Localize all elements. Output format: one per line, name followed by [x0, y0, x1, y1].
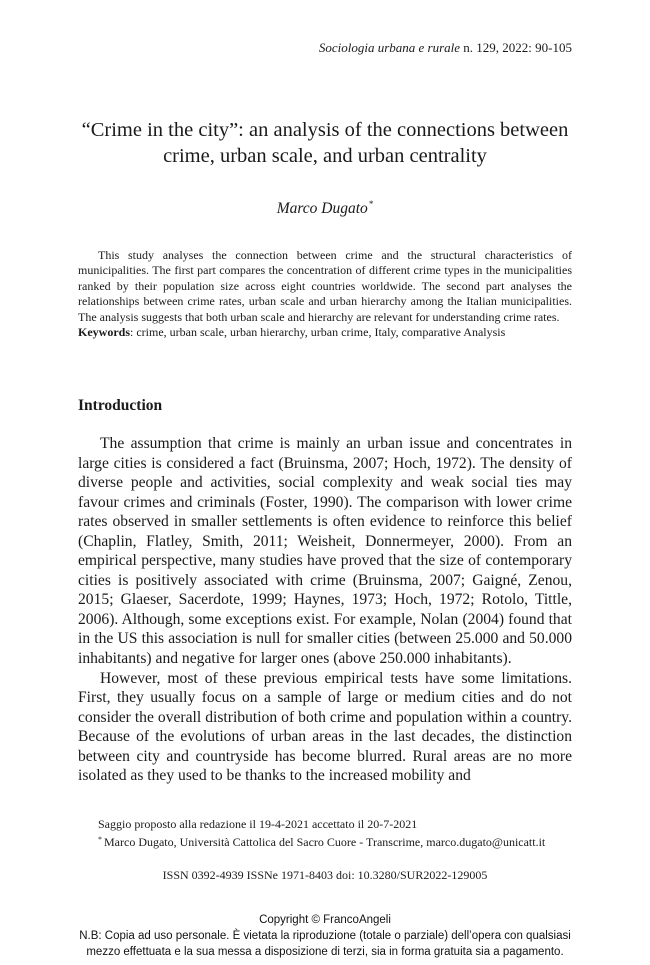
body-paragraph-1: The assumption that crime is mainly an urban issue and concentrates in large cities is considered a fact (Bruinsma, 2007; Hoch, 1972). The density of diverse people and activities, social complexity and weak social ties may favour crimes and criminals (Foster, 1990). The comparison with lower crime rates observed in smaller settlements is often evidence to reinforce this belief (Chaplin, Flatley, Smith, 2011; Weisheit, Donnermeyer, 2000). From an empirical perspective, many studies have proved that the size of contemporary cities is positively associated with crime (Bruinsma, 2007; Gaigné, Zenou, 2015; Glaeser, Sacerdote, 1999; Haynes, 1973; Hoch, 1972; Rotolo, Tittle, 2006). Although, some exceptions exist. For example, Nolan (2004) found that in the US this association is null for smaller cities (between 25.000 and 50.000 inhabitants) and negative for larger ones (above 250.000 inhabitants). [78, 435, 572, 668]
issn-line: ISSN 0392-4939 ISSNe 1971-8403 doi: 10.3280/SUR2022-129005 [162, 868, 488, 882]
copyright-line-3: mezzo effettuata e la sua messa a disposizione di terzi, sia in forma gratuita sia a pagamento. [86, 946, 564, 958]
keywords-line [78, 325, 572, 340]
copyright-notice [0, 912, 650, 960]
title-line-1: “Crime in the city”: an analysis of the connections between [81, 119, 569, 141]
affiliation-mark: * [98, 835, 102, 844]
journal-issue: n. 129, 2022: 90-105 [460, 40, 572, 55]
affiliation-note [98, 832, 598, 850]
section-body [78, 434, 572, 786]
author-footnote-mark: * [368, 199, 374, 209]
copyright-line-2: N.B: Copia ad uso personale. È vietata la riproduzione (totale o parziale) dell’opera con qualsiasi [79, 930, 571, 942]
keywords-label: Keywords [78, 325, 130, 340]
abstract [78, 248, 572, 340]
title-line-2: crime, urban scale, and urban centrality [163, 145, 487, 167]
abstract-text: This study analyses the connection between crime and the structural characteristics of municipalities. The first part compares the concentration of different crime types in the municipalities ranked by their population size across eight countries worldwide. The second part analyses the relationships between crime rates, urban scale and urban hierarchy among the Italian municipalities. The analysis suggests that both urban scale and hierarchy are relevant for understanding crime rates. [78, 248, 572, 324]
keywords-list: : crime, urban scale, urban hierarchy, urban crime, Italy, comparative Analysis [130, 325, 506, 340]
body-paragraph-2: However, most of these previous empirical tests have some limitations. First, they usually focus on a sample of large or medium cities and do not consider the overall distribution of both crime and population within a country. Because of the evolutions of urban areas in the last decades, the distinction between city and countryside has become blurred. Rural areas are no more isolated as they used to be thanks to the increased mobility and [78, 669, 572, 785]
submission-note: Saggio proposto alla redazione il 19-4-2021 accettato il 20-7-2021 [98, 817, 418, 831]
affiliation-text: Marco Dugato, Università Cattolica del Sacro Cuore - Transcrime, marco.dugato@unicatt.it [104, 835, 546, 849]
footnotes [98, 816, 598, 850]
author-name: Marco Dugato [276, 200, 368, 217]
copyright-line-1: Copyright © FrancoAngeli [259, 914, 391, 926]
author-line [0, 199, 650, 218]
journal-name: Sociologia urbana e rurale [318, 40, 461, 55]
paper-title [60, 117, 590, 169]
journal-header [319, 40, 572, 56]
section-heading: Introduction [78, 397, 163, 414]
